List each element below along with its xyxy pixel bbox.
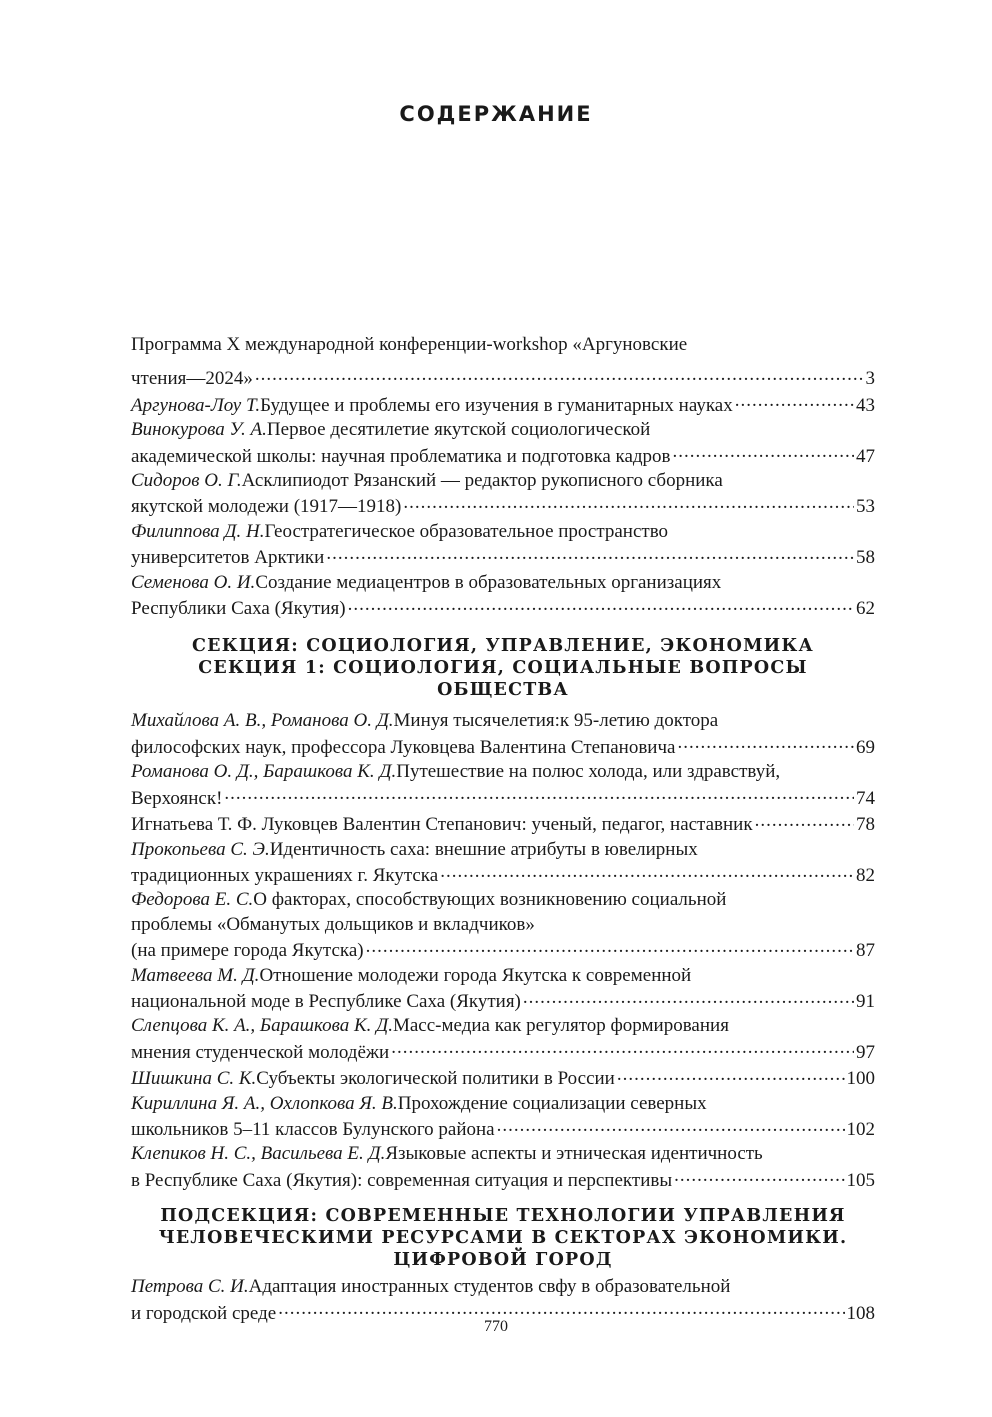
dot-leader — [255, 365, 864, 384]
entry-text: Минуя тысячелетия:к 95-летию доктора — [393, 710, 719, 732]
entry-first-line — [131, 333, 875, 357]
toc-entry — [131, 1092, 875, 1143]
entry-first-line — [131, 1014, 875, 1038]
dot-leader — [735, 392, 854, 411]
dot-leader — [348, 595, 854, 614]
entry-first-line — [131, 520, 875, 544]
section-heading-line: ЧЕЛОВЕЧЕСКИМИ РЕСУРСАМИ В СЕКТОРАХ ЭКОНОМИКИ. — [158, 1228, 848, 1249]
entry-first-line — [131, 1092, 875, 1116]
entry-author: Кириллина Я. А., Охлопкова Я. В. — [131, 1092, 398, 1114]
entry-text: Адаптация иностранных студентов свфу в образовательной — [248, 1276, 731, 1298]
entry-page-number: 78 — [856, 814, 875, 836]
toc-entry — [131, 418, 875, 469]
entry-text: традиционных украшениях г. Якутска — [131, 864, 439, 886]
table-of-contents — [131, 333, 875, 1326]
entry-first-line — [131, 964, 875, 988]
page-title: СОДЕРЖАНИЕ — [399, 102, 593, 126]
entry-text: Программа X международной конференции-workshop «Аргуновские — [131, 334, 688, 355]
dot-leader — [366, 937, 854, 956]
entry-page-number: 102 — [846, 1118, 875, 1140]
entry-text: Игнатьева Т. Ф. Луковцев Валентин Степанович: ученый, педагог, наставник — [131, 814, 753, 836]
toc-entry — [131, 1065, 875, 1091]
entry-text: Первое десятилетие якутской социологической — [266, 419, 651, 441]
entry-last-line — [131, 493, 875, 519]
entry-author: Сидоров О. Г. — [131, 470, 242, 492]
entry-first-line — [131, 709, 875, 733]
entry-page-number: 69 — [856, 736, 875, 758]
dot-leader — [674, 1167, 844, 1186]
entry-last-line — [131, 1167, 875, 1193]
entry-last-line — [131, 862, 875, 888]
subsection-heading-hr — [131, 1205, 875, 1271]
toc-entry — [131, 1142, 875, 1193]
entry-text: мнения студенческой молодёжи — [131, 1041, 390, 1063]
entry-text: университетов Арктики — [131, 547, 325, 569]
entry-page-number: 87 — [856, 940, 875, 962]
entry-page-number: 91 — [856, 990, 875, 1012]
entry-text: (на примере города Якутска) — [131, 940, 364, 962]
entry-page-number: 3 — [865, 368, 875, 390]
entry-page-number: 62 — [856, 598, 875, 620]
entry-first-line — [131, 1142, 875, 1166]
dot-leader — [224, 785, 854, 804]
dot-leader — [278, 1300, 844, 1319]
entry-first-line — [131, 1275, 875, 1299]
dot-leader — [523, 988, 854, 1007]
toc-entry — [131, 392, 875, 418]
entry-author: Аргунова-Лоу Т. — [131, 394, 261, 416]
entry-first-line — [131, 418, 875, 442]
toc-entry — [131, 811, 875, 837]
intro-entries — [131, 333, 875, 621]
entry-text: философских наук, профессора Луковцева Валентина Степановича — [131, 736, 676, 758]
entry-last-line — [131, 392, 875, 418]
entry-page-number: 108 — [846, 1302, 875, 1324]
entry-text: О факторах, способствующих возникновению социальной — [253, 889, 727, 911]
entry-text: в Республике Саха (Якутия): современная ситуация и перспективы — [131, 1169, 673, 1191]
dot-leader — [673, 443, 854, 462]
entry-text: проблемы «Обманутых дольщиков и вкладчиков» — [131, 913, 535, 935]
entry-author: Прокопьева С. Э. — [131, 838, 270, 860]
section-heading-line: ПОДСЕКЦИЯ: СОВРЕМЕННЫЕ ТЕХНОЛОГИИ УПРАВЛЕНИЯ — [160, 1206, 846, 1227]
entry-text: якутской молодежи (1917—1918) — [131, 496, 402, 518]
dot-leader — [326, 544, 854, 563]
entry-first-line — [131, 838, 875, 862]
entry-last-line — [131, 443, 875, 469]
entry-last-line — [131, 1065, 875, 1091]
entry-text: Масс-медиа как регулятор формирования — [392, 1015, 729, 1037]
entry-text: школьников 5–11 классов Булунского района — [131, 1118, 495, 1140]
toc-entry — [131, 964, 875, 1015]
entry-middle-line — [131, 913, 875, 937]
toc-entry — [131, 520, 875, 571]
entry-author: Петрова С. И. — [131, 1276, 249, 1298]
entry-first-line — [131, 469, 875, 493]
entry-last-line — [131, 544, 875, 570]
entry-last-line — [131, 937, 875, 963]
section-heading-line: СЕКЦИЯ 1: СОЦИОЛОГИЯ, СОЦИАЛЬНЫЕ ВОПРОСЫ ОБЩЕСТВА — [198, 658, 808, 701]
entry-page-number: 47 — [856, 445, 875, 467]
entry-page-number: 97 — [856, 1041, 875, 1063]
entry-last-line — [131, 365, 875, 391]
entry-text: Прохождение социализации северных — [397, 1092, 707, 1114]
entry-text: Верхоянск! — [131, 787, 223, 809]
entry-author: Матвеева М. Д. — [131, 964, 260, 986]
dot-leader — [677, 734, 854, 753]
entry-first-line — [131, 760, 875, 784]
entry-text: Субъекты экологической политики в России — [256, 1068, 615, 1090]
entry-last-line — [131, 988, 875, 1014]
dot-leader — [391, 1039, 854, 1058]
entry-author: Романова О. Д., Барашкова К. Д. — [131, 761, 397, 783]
entry-author: Михайлова А. В., Романова О. Д. — [131, 710, 394, 732]
entry-last-line — [131, 595, 875, 621]
entry-author: Шишкина С. К. — [131, 1068, 257, 1090]
toc-entry — [131, 760, 875, 811]
entry-last-line — [131, 1116, 875, 1142]
toc-entry — [131, 838, 875, 889]
entry-text: Будущее и проблемы его изучения в гуманитарных науках — [260, 394, 733, 416]
toc-entry — [131, 709, 875, 760]
entry-first-line — [131, 888, 875, 912]
page-number: 770 — [484, 1318, 508, 1335]
entry-author: Слепцова К. А., Барашкова К. Д. — [131, 1015, 393, 1037]
entry-text: и городской среде — [131, 1302, 277, 1324]
section-heading-line: СЕКЦИЯ: СОЦИОЛОГИЯ, УПРАВЛЕНИЕ, ЭКОНОМИКА — [192, 636, 814, 657]
entry-text: Языковые аспекты и этническая идентичность — [385, 1143, 763, 1165]
entry-author: Семенова О. И. — [131, 571, 256, 593]
dot-leader — [403, 493, 854, 512]
entry-author: Филиппова Д. Н. — [131, 520, 265, 542]
entry-page-number: 53 — [856, 496, 875, 518]
dot-leader — [617, 1065, 845, 1084]
entry-text: Создание медиацентров в образовательных организациях — [255, 571, 722, 593]
entry-first-line — [131, 571, 875, 595]
entry-page-number: 100 — [846, 1068, 875, 1090]
dot-leader — [497, 1116, 845, 1135]
entry-text: академической школы: научная проблематика и подготовка кадров — [131, 445, 671, 467]
toc-entry — [131, 888, 875, 963]
entry-last-line — [131, 1039, 875, 1065]
toc-entry — [131, 333, 875, 392]
entry-page-number: 58 — [856, 547, 875, 569]
entry-page-number: 74 — [856, 787, 875, 809]
entry-text: Асклипиодот Рязанский — редактор рукописного сборника — [241, 470, 723, 492]
dot-leader — [440, 862, 854, 881]
entry-page-number: 105 — [846, 1169, 875, 1191]
entry-text: Республики Саха (Якутия) — [131, 598, 346, 620]
section-heading-sociology — [131, 635, 875, 701]
entry-last-line — [131, 785, 875, 811]
toc-entry — [131, 571, 875, 622]
section-heading-line: ЦИФРОВОЙ ГОРОД — [393, 1250, 613, 1271]
toc-entry — [131, 469, 875, 520]
entry-text: чтения—2024» — [131, 368, 253, 390]
entry-author: Федорова Е. С. — [131, 889, 254, 911]
entry-text: Геостратегическое образовательное пространство — [264, 520, 669, 542]
entry-text: Путешествие на полюс холода, или здравствуй, — [396, 761, 781, 783]
section1-entries — [131, 709, 875, 1193]
entry-text: национальной моде в Республике Саха (Якутия) — [131, 990, 521, 1012]
entry-page-number: 43 — [856, 394, 875, 416]
entry-last-line — [131, 734, 875, 760]
entry-text: Отношение молодежи города Якутска к современной — [259, 964, 692, 986]
dot-leader — [755, 811, 854, 830]
toc-entry — [131, 1014, 875, 1065]
entry-author: Винокурова У. А. — [131, 419, 267, 441]
entry-author: Клепиков Н. С., Васильева Е. Д. — [131, 1143, 386, 1165]
entry-text: Идентичность саха: внешние атрибуты в ювелирных — [269, 838, 698, 860]
entry-page-number: 82 — [856, 864, 875, 886]
entry-last-line — [131, 811, 875, 837]
